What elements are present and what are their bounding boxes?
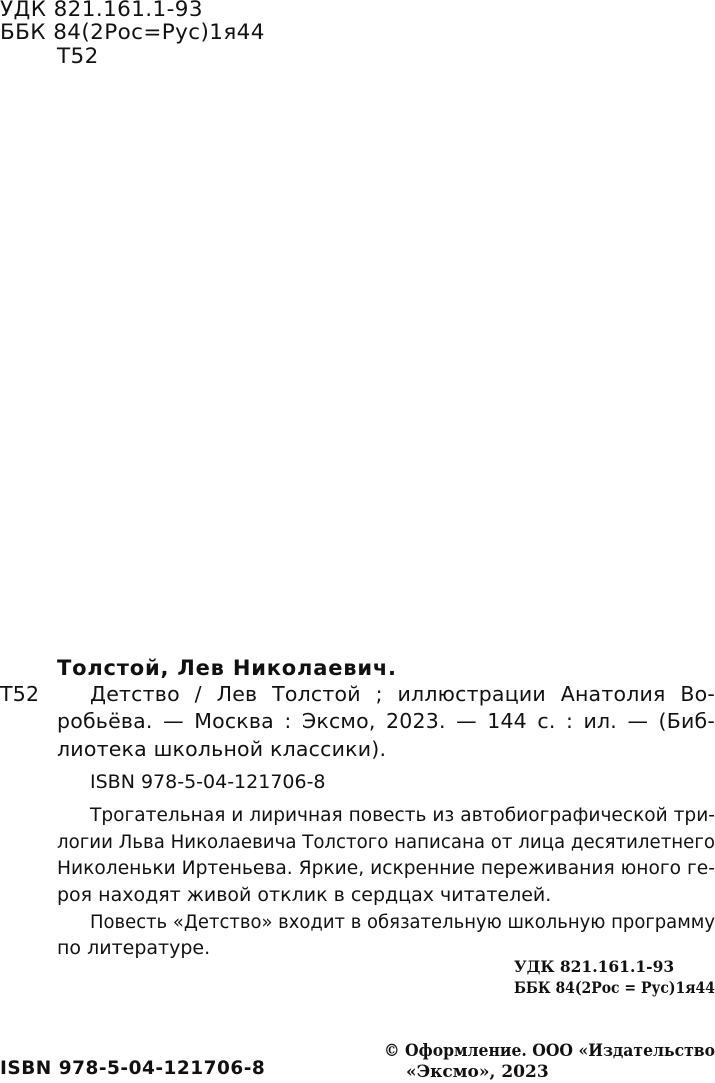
annotation-line: Повесть «Детство» входит в обязательную школьную программу — [90, 911, 715, 933]
catalog-author-mark: Т52 — [0, 682, 40, 706]
annotation-line: Николеньки Иртеньева. Яркие, искренние переживания юного ге- — [57, 857, 715, 879]
footer-udk: УДК 821.161.1-93 — [514, 957, 675, 976]
annotation-line: роя находят живой отклик в сердцах читателей. — [57, 884, 552, 906]
copyright-line: «Эксмо», 2023 — [406, 1062, 549, 1082]
isbn-bold: ISBN 978-5-04-121706-8 — [0, 1058, 266, 1079]
copyright-line: © Оформление. ООО «Издательство — [384, 1041, 715, 1061]
author-mark: Т52 — [57, 44, 99, 69]
footer-bbk: ББК 84(2Рос = Рус)1я44 — [514, 978, 715, 997]
annotation-line: логии Льва Николаевича Толстого написана от лица десятилетнего — [57, 831, 715, 853]
udk-code: УДК 821.161.1-93 — [0, 0, 203, 22]
isbn-inline: ISBN 978-5-04-121706-8 — [90, 771, 326, 793]
author-heading: Толстой, Лев Николаевич. — [57, 656, 397, 680]
annotation-line: Трогательная и лиричная повесть из автобиографической три- — [90, 804, 715, 826]
title-line: робьёва. — Москва : Эксмо, 2023. — 144 с. : ил. — (Биб- — [57, 709, 715, 733]
title-line: лиотека школьной классики). — [57, 737, 387, 761]
annotation-line: по литературе. — [57, 937, 211, 959]
title-line: Детство / Лев Толстой ; иллюстрации Анатолия Во- — [90, 682, 715, 706]
bbk-code: ББК 84(2Рос=Рус)1я44 — [0, 20, 265, 45]
